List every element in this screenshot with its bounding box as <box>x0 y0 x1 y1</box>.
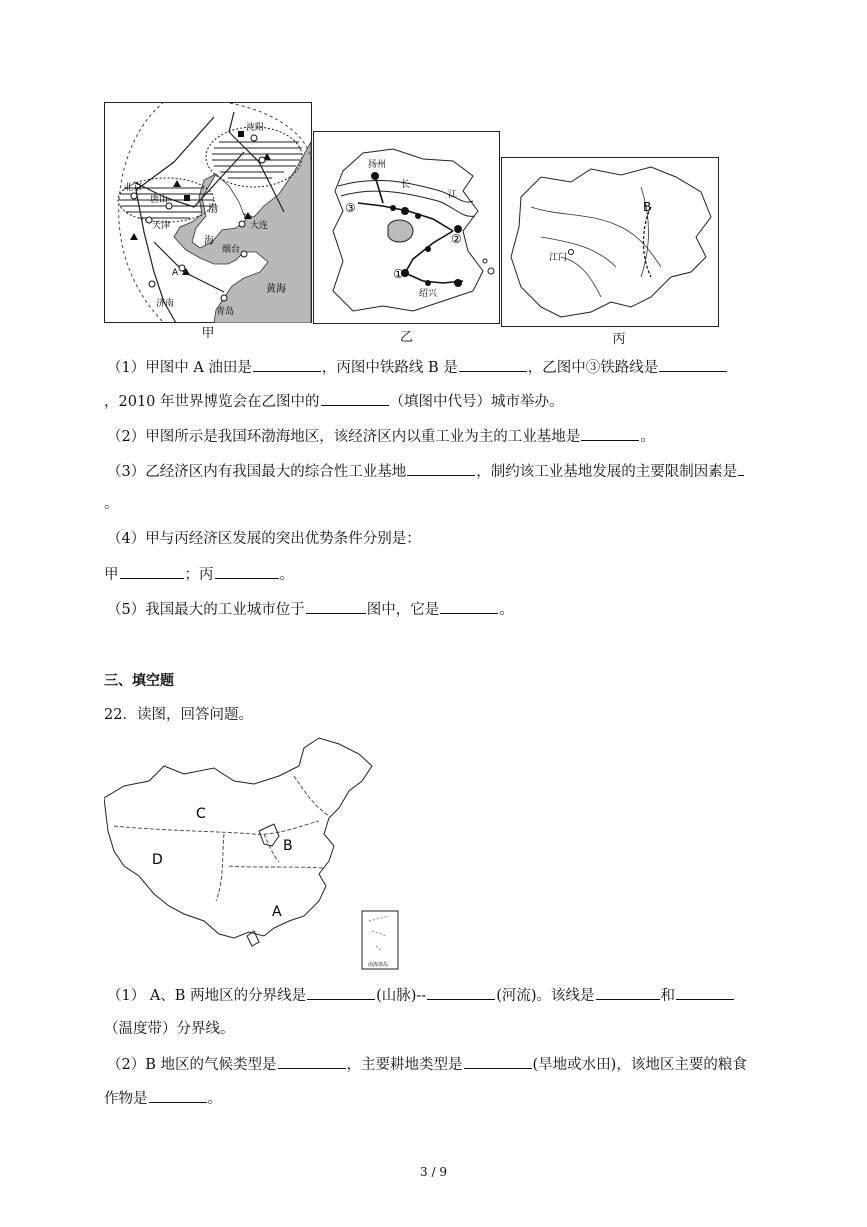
label-tianjin: 天津 <box>152 221 171 231</box>
map-china <box>104 736 404 972</box>
map-yi-graphic <box>313 131 500 324</box>
label-yantai: 烟台 <box>222 245 241 255</box>
label-shaoxing: 绍兴 <box>419 289 438 299</box>
label-jiang: 江 <box>448 190 458 200</box>
q21-5: （5）我国最大的工业城市位于 图中，它是 。 <box>107 599 514 620</box>
answer-blank[interactable] <box>306 599 366 614</box>
label-dalian: 大连 <box>250 221 269 231</box>
label-a-oilfield: A <box>172 268 179 278</box>
map-bing-caption: 丙 <box>612 332 626 347</box>
label-rail-2: ② <box>451 232 462 246</box>
map-bing <box>501 157 719 327</box>
q21-4-answers: 甲 ；丙 。 <box>104 564 294 585</box>
label-huanghai: 黄海 <box>266 284 286 295</box>
label-hai: 海 <box>204 236 214 247</box>
q21-1-line2: ，2010 年世界博览会在乙图中的 （填图中代号）城市举办。 <box>104 391 564 412</box>
map-yi-caption: 乙 <box>399 330 413 345</box>
label-jinan: 济南 <box>156 299 175 309</box>
label-inset: 南海诸岛 <box>368 962 389 968</box>
q21-2: （2）甲图所示是我国环渤海地区，该经济区内以重工业为主的工业基地是 。 <box>107 426 655 447</box>
q21-4: （4）甲与丙经济区发展的突出优势条件分别是： <box>107 531 421 547</box>
q21-3-end: 。 <box>104 496 119 512</box>
label-rail-3: ③ <box>345 201 356 215</box>
page-number: 3 / 9 <box>420 1165 447 1179</box>
answer-blank[interactable] <box>676 985 734 1000</box>
answer-blank[interactable] <box>738 461 744 476</box>
label-rail-1: ① <box>393 267 404 281</box>
label-jiangmen: 江门 <box>549 253 568 263</box>
label-region-c: C <box>196 806 206 822</box>
label-tangshan: 唐山 <box>150 195 169 205</box>
map-jia-graphic <box>104 102 312 323</box>
answer-blank[interactable] <box>464 1054 532 1069</box>
label-chang: 长 <box>401 180 411 190</box>
q21-3: （3）乙经济区内有我国最大的综合性工业基地 ，制约该工业基地发展的主要限制因素是 <box>107 461 745 482</box>
answer-blank[interactable] <box>215 564 279 579</box>
answer-blank[interactable] <box>307 985 375 1000</box>
q22-2-line1: （2）B 地区的气候类型是 ，主要耕地类型是 (旱地或水田)，该地区主要的粮食 <box>107 1054 747 1075</box>
q22-1-line2: （温度带）分界线。 <box>104 1021 235 1037</box>
map-jia <box>104 102 312 323</box>
label-region-a: A <box>272 904 282 920</box>
answer-blank[interactable] <box>278 1054 346 1069</box>
label-bo: 渤 <box>208 204 218 215</box>
answer-blank[interactable] <box>149 1088 207 1103</box>
answer-blank[interactable] <box>440 599 498 614</box>
answer-blank[interactable] <box>427 985 495 1000</box>
answer-blank[interactable] <box>253 357 321 372</box>
label-shenyang: 沈阳 <box>246 123 265 133</box>
answer-blank[interactable] <box>321 391 389 406</box>
answer-blank[interactable] <box>407 461 475 476</box>
label-beijing: 北京 <box>124 183 143 193</box>
q21-1-line1: （1）甲图中 A 油田是 ，丙图中铁路线 B 是 ，乙图中③铁路线是 <box>107 357 728 378</box>
answer-blank[interactable] <box>581 426 639 441</box>
answer-blank[interactable] <box>459 357 527 372</box>
q22-2-line2: 作物是 。 <box>104 1088 222 1109</box>
q22-prompt: 22．读图，回答问题。 <box>104 707 253 723</box>
map-jia-caption: 甲 <box>201 326 215 341</box>
label-rail-b: B <box>643 200 652 214</box>
label-region-d: D <box>152 852 163 868</box>
q22-1-line1: （1） A、B 两地区的分界线是 (山脉)-- (河流)。该线是 和 <box>107 985 735 1006</box>
map-bing-graphic <box>501 157 719 327</box>
label-region-b: B <box>283 838 293 854</box>
label-yangzhou: 扬州 <box>368 160 387 170</box>
answer-blank[interactable] <box>596 985 660 1000</box>
map-china-graphic <box>104 736 404 972</box>
answer-blank[interactable] <box>120 564 184 579</box>
answer-blank[interactable] <box>659 357 727 372</box>
section-heading: 三、填空题 <box>104 673 174 689</box>
map-yi <box>313 131 500 324</box>
label-qingdao: 青岛 <box>216 307 235 317</box>
